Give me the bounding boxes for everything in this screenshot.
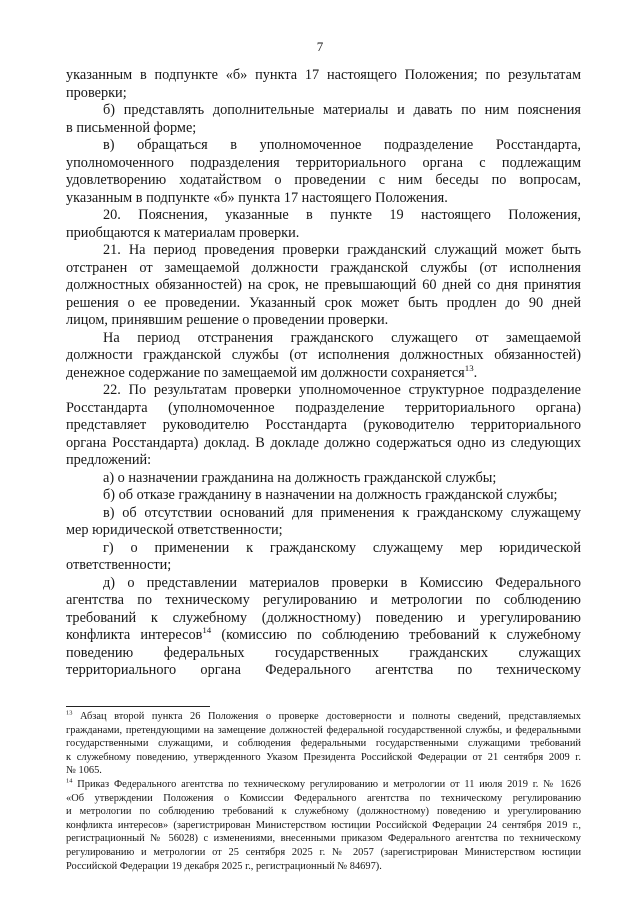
footnotes — [66, 710, 581, 873]
suspension-paragraph — [66, 330, 581, 383]
footnote-text: Абзац второй пункта 26 Положения о проверке достоверности и полноты сведений, представляемых — [80, 711, 581, 722]
text-line — [66, 627, 581, 645]
text-line: должностных обязанностей) на срок, не превышающий 60 дней со дня принятия — [66, 277, 581, 293]
footnote-separator — [66, 706, 210, 707]
text-line: 21. На период проведения проверки гражданский служащий может быть — [103, 242, 581, 258]
footnote-line: регистрационный № 56028) с изменениями, внесенными приказом Федерального агентства по техническому — [66, 833, 581, 845]
text-line: отстранен от замещаемой должности гражданской службы (от исполнения — [66, 259, 581, 276]
text-line: уполномоченного подразделения территориального органа с подлежащим — [66, 154, 581, 171]
text-line: территориального органа Федерального агентства по техническому — [66, 662, 581, 678]
line-text-tail: . — [473, 364, 478, 381]
footnote-line: Российской Федерации 19 декабря 2025 г., регистрационный № 84697). — [66, 860, 382, 872]
footnote-ref-13: 13 — [464, 362, 474, 373]
text-line: б) представлять дополнительные материалы и давать по ним пояснения — [103, 102, 581, 118]
page-number: 7 — [316, 39, 324, 54]
footnote-line — [66, 778, 581, 792]
item-v-paragraph — [66, 137, 581, 207]
clause-21-paragraph — [66, 242, 581, 330]
continuation-paragraph — [66, 67, 581, 102]
footnote-13 — [66, 710, 581, 778]
text-line: указанным в подпункте «б» пункта 17 настоящего Положения; по результатам — [66, 67, 581, 83]
text-line: ответственности; — [66, 557, 172, 573]
footnote-line — [66, 710, 581, 724]
line-text-tail: (комиссию по соблюдению требований к служебному — [211, 627, 581, 643]
line-text: денежное содержание по замещаемой им должности сохраняется — [66, 364, 465, 381]
option-b-paragraph — [66, 487, 581, 505]
text-line: Росстандарта (уполномоченное подразделение территориального органа) — [66, 399, 581, 416]
text-line: 22. По результатам проверки уполномоченное структурное подразделение — [103, 382, 581, 398]
text-line: агентства по техническому регулированию и метрологии по соблюдению — [66, 592, 581, 608]
clause-22-paragraph — [66, 382, 581, 470]
text-line: органа Росстандарта) доклад. В докладе должно содержаться одно из следующих — [66, 434, 581, 451]
text-line: г) о применении к гражданскому служащему мер юридической — [103, 539, 581, 556]
item-b-paragraph — [66, 102, 581, 137]
text-line: 20. Пояснения, указанные в пункте 19 настоящего Положения, — [103, 207, 581, 223]
text-line: а) о назначении гражданина на должность гражданской службы; — [103, 469, 497, 486]
text-line: проверки; — [66, 84, 127, 101]
text-line: лицом, принявшим решение о проведении проверки. — [66, 312, 389, 328]
text-line: поведению федеральных государственных гражданских служащих — [66, 644, 581, 661]
option-v-paragraph — [66, 505, 581, 540]
text-line: представляет руководителю Росстандарта (руководителю территориального — [66, 417, 581, 433]
footnote-line: регулированию и метрологии от 25 сентября 2025 г. № 2057 (зарегистрирован Министерством юстиции — [66, 846, 581, 858]
footnote-line: государственными служащими, и соблюдения федеральными государственными служащими требований — [66, 738, 581, 750]
clause-20-paragraph — [66, 207, 581, 242]
footnote-14 — [66, 778, 581, 873]
footnote-marker: 13 — [66, 709, 73, 717]
footnote-text: Приказ Федерального агентства по техническому регулированию и метрологии от 11 июля 2019 г. № 1626 — [77, 778, 581, 790]
footnote-line: конфликта интересов» (зарегистрирован Министерством юстиции Российской Федерации 24 сентября 2019 г., — [66, 819, 581, 831]
text-line: предложений: — [66, 452, 152, 468]
text-line: в) об отсутствии оснований для применения к гражданскому служащему — [103, 504, 581, 521]
line-text: конфликта интересов — [66, 627, 203, 643]
footnote-line: гражданами, претендующими на замещение должностей федеральной государственной службы, и федеральными — [66, 724, 581, 736]
text-line: д) о представлении материалов проверки в Комиссию Федерального — [103, 574, 581, 591]
footnote-line: № 1065. — [66, 765, 102, 777]
text-line: в письменной форме; — [66, 119, 197, 136]
text-line — [66, 362, 581, 383]
option-g-paragraph — [66, 540, 581, 575]
text-line: удовлетворению ходатайством о проведении с ним беседы по вопросам, — [66, 172, 581, 188]
text-line: решения о ее проведении. Указанный срок может быть продлен до 90 дней — [66, 294, 581, 311]
text-line: требований к служебному (должностному) поведению и урегулированию — [66, 609, 581, 626]
text-line: в) обращаться в уполномоченное подразделение Росстандарта, — [103, 137, 581, 153]
text-line: приобщаются к материалам проверки. — [66, 224, 300, 241]
footnote-ref-14: 14 — [202, 625, 212, 636]
footnote-line: «Об утверждении Положения о Комиссии Федерального агентства по техническому регулированию — [66, 792, 581, 804]
option-a-paragraph — [66, 470, 581, 488]
text-line: указанным в подпункте «б» пункта 17 настоящего Положения. — [66, 189, 448, 206]
text-line: На период отстранения гражданского служащего от замещаемой — [103, 329, 581, 346]
footnote-line: и метрологии по соблюдению требований к служебному (должностному) поведению и урегулированию — [66, 806, 581, 818]
option-d-paragraph — [66, 575, 581, 680]
main-text — [66, 67, 581, 680]
text-line: б) об отказе гражданину в назначении на должность гражданской службы; — [103, 487, 558, 503]
text-line: должности гражданской службы (от исполнения должностных обязанностей) — [66, 347, 581, 363]
footnote-line: к служебному поведению, утвержденного Указом Президента Российской Федерации от 21 сентября 2009 г. — [66, 751, 581, 763]
text-line: мер юридической ответственности; — [66, 522, 283, 538]
footnote-marker: 14 — [66, 777, 73, 785]
